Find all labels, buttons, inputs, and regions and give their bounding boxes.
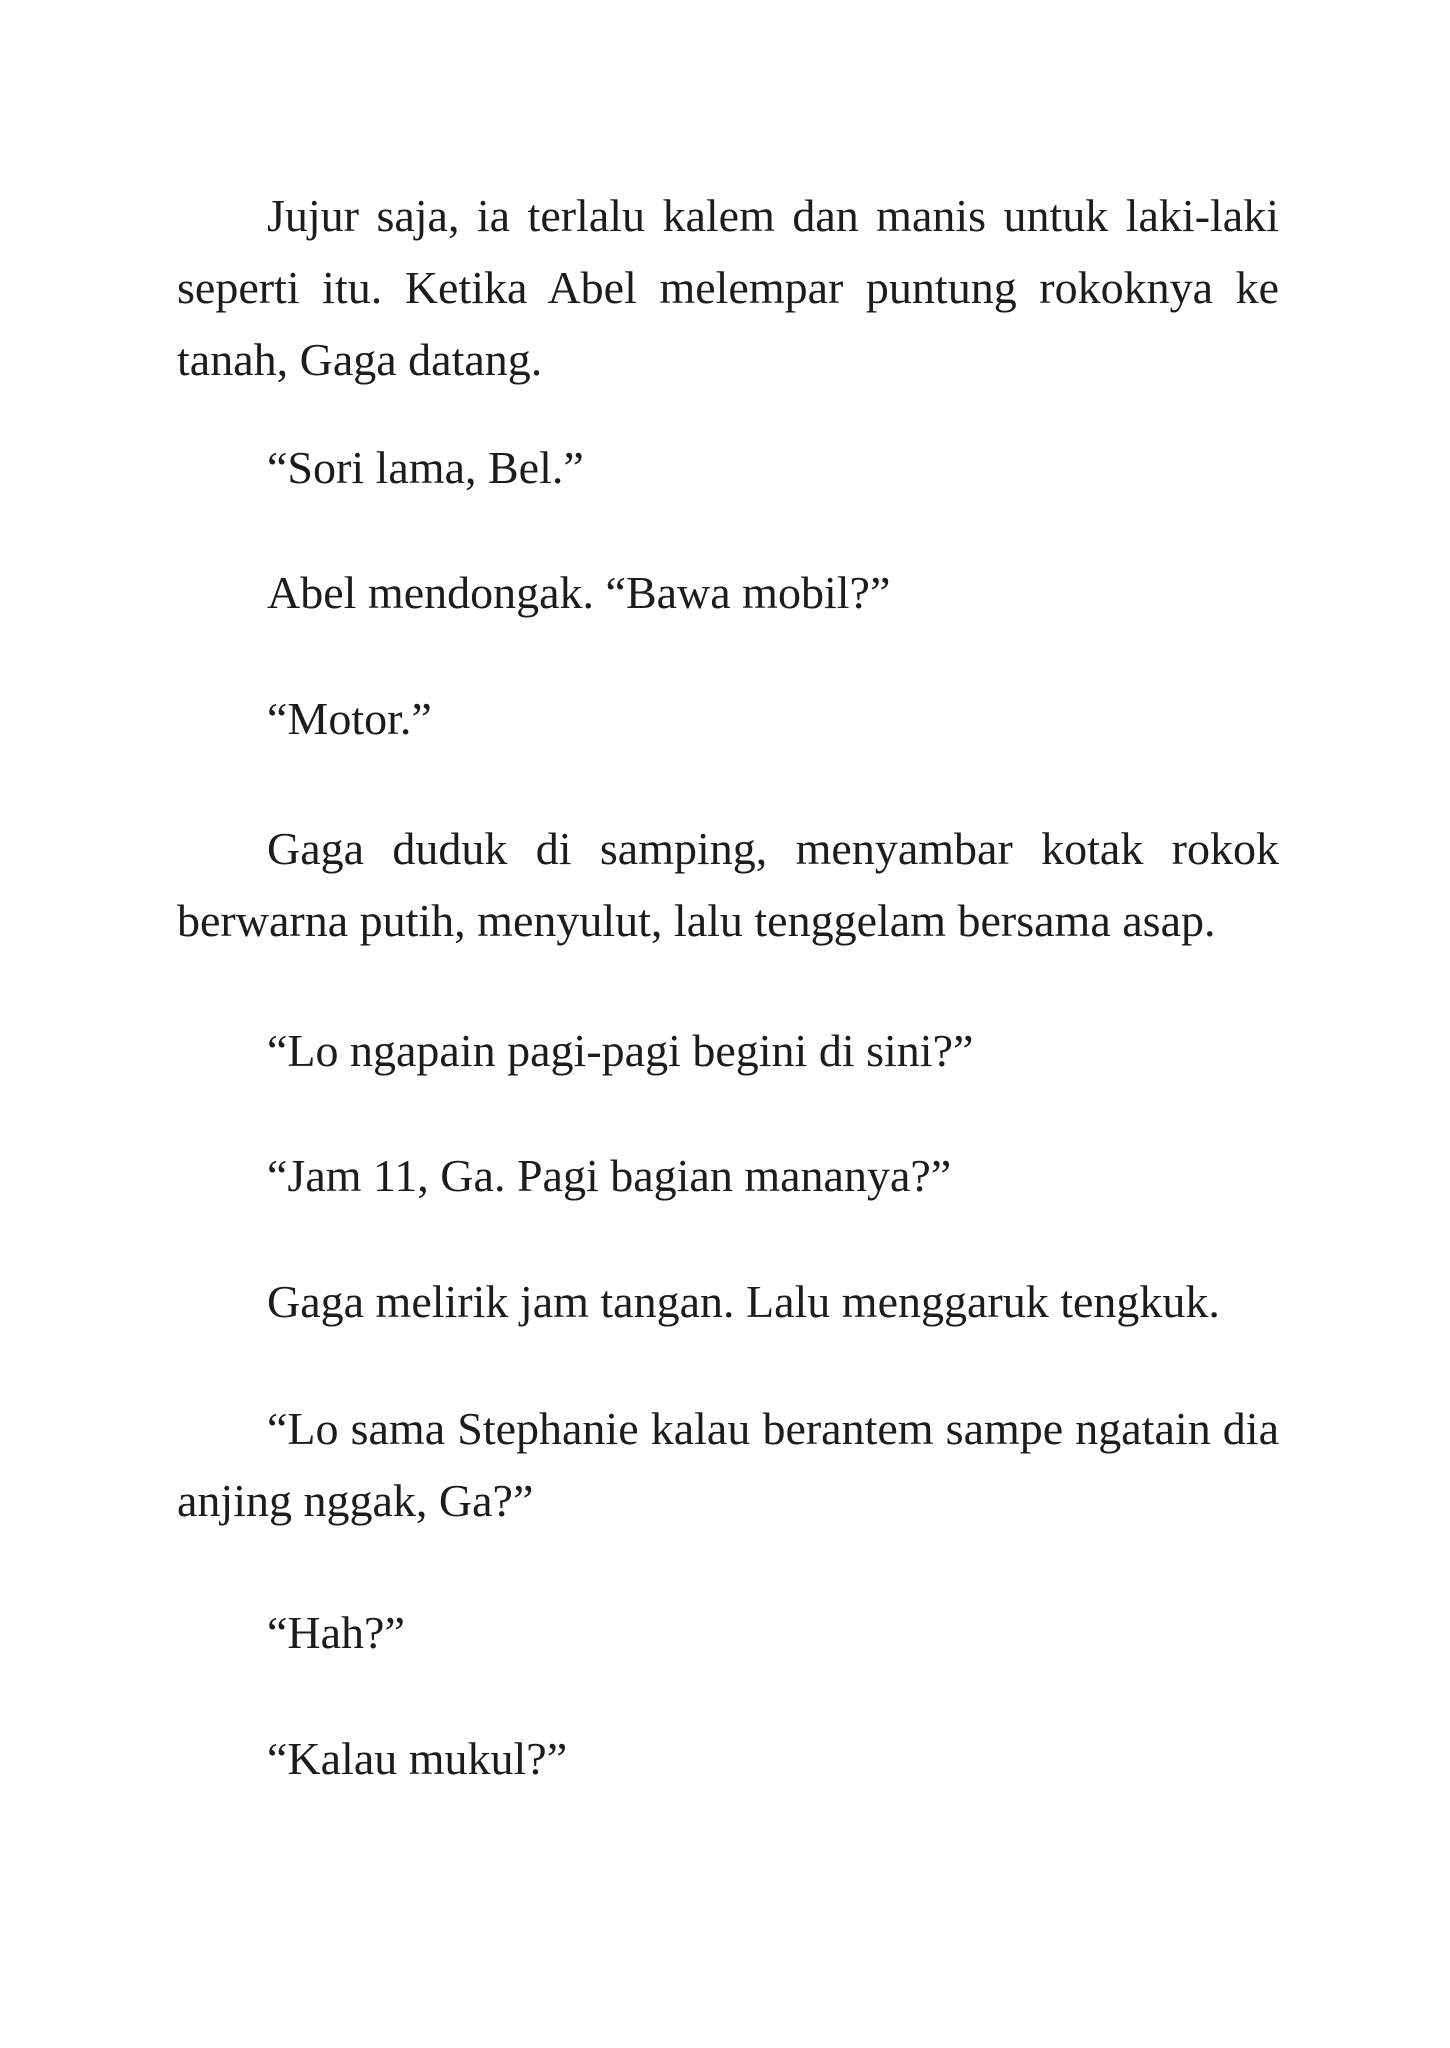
paragraph: “Lo sama Stephanie kalau berantem sampe ngatain dia anjing nggak, Ga?” (177, 1403, 1279, 1526)
paragraph: Gaga duduk di samping, menyambar kotak rokok berwarna putih, menyulut, lalu tenggelam bersama asap. (177, 823, 1279, 946)
paragraph-2-block (177, 432, 1279, 504)
paragraph-4-block (177, 683, 1279, 755)
paragraph-11-block (177, 1723, 1279, 1795)
paragraph: “Kalau mukul?” (267, 1733, 568, 1784)
paragraph-3-block (177, 557, 1279, 629)
paragraph-1-block (177, 180, 1279, 396)
paragraph: “Lo ngapain pagi-pagi begini di sini?” (267, 1025, 974, 1076)
paragraph: Gaga melirik jam tangan. Lalu menggaruk tengkuk. (267, 1276, 1220, 1327)
paragraph-6-block (177, 1015, 1279, 1087)
paragraph: “Sori lama, Bel.” (267, 442, 584, 493)
paragraph: “Hah?” (267, 1607, 405, 1658)
paragraph-10-block (177, 1597, 1279, 1669)
paragraph: Jujur saja, ia terlalu kalem dan manis untuk laki-laki seperti itu. Ketika Abel melempar puntung rokoknya ke tanah, Gaga datang. (177, 190, 1279, 385)
paragraph: “Motor.” (267, 693, 432, 744)
paragraph: “Jam 11, Ga. Pagi bagian mananya?” (267, 1150, 952, 1201)
paragraph-9-block (177, 1393, 1279, 1537)
paragraph-5-block (177, 813, 1279, 957)
paragraph-7-block (177, 1140, 1279, 1212)
paragraph: Abel mendongak. “Bawa mobil?” (267, 567, 891, 618)
paragraph-8-block (177, 1266, 1279, 1338)
